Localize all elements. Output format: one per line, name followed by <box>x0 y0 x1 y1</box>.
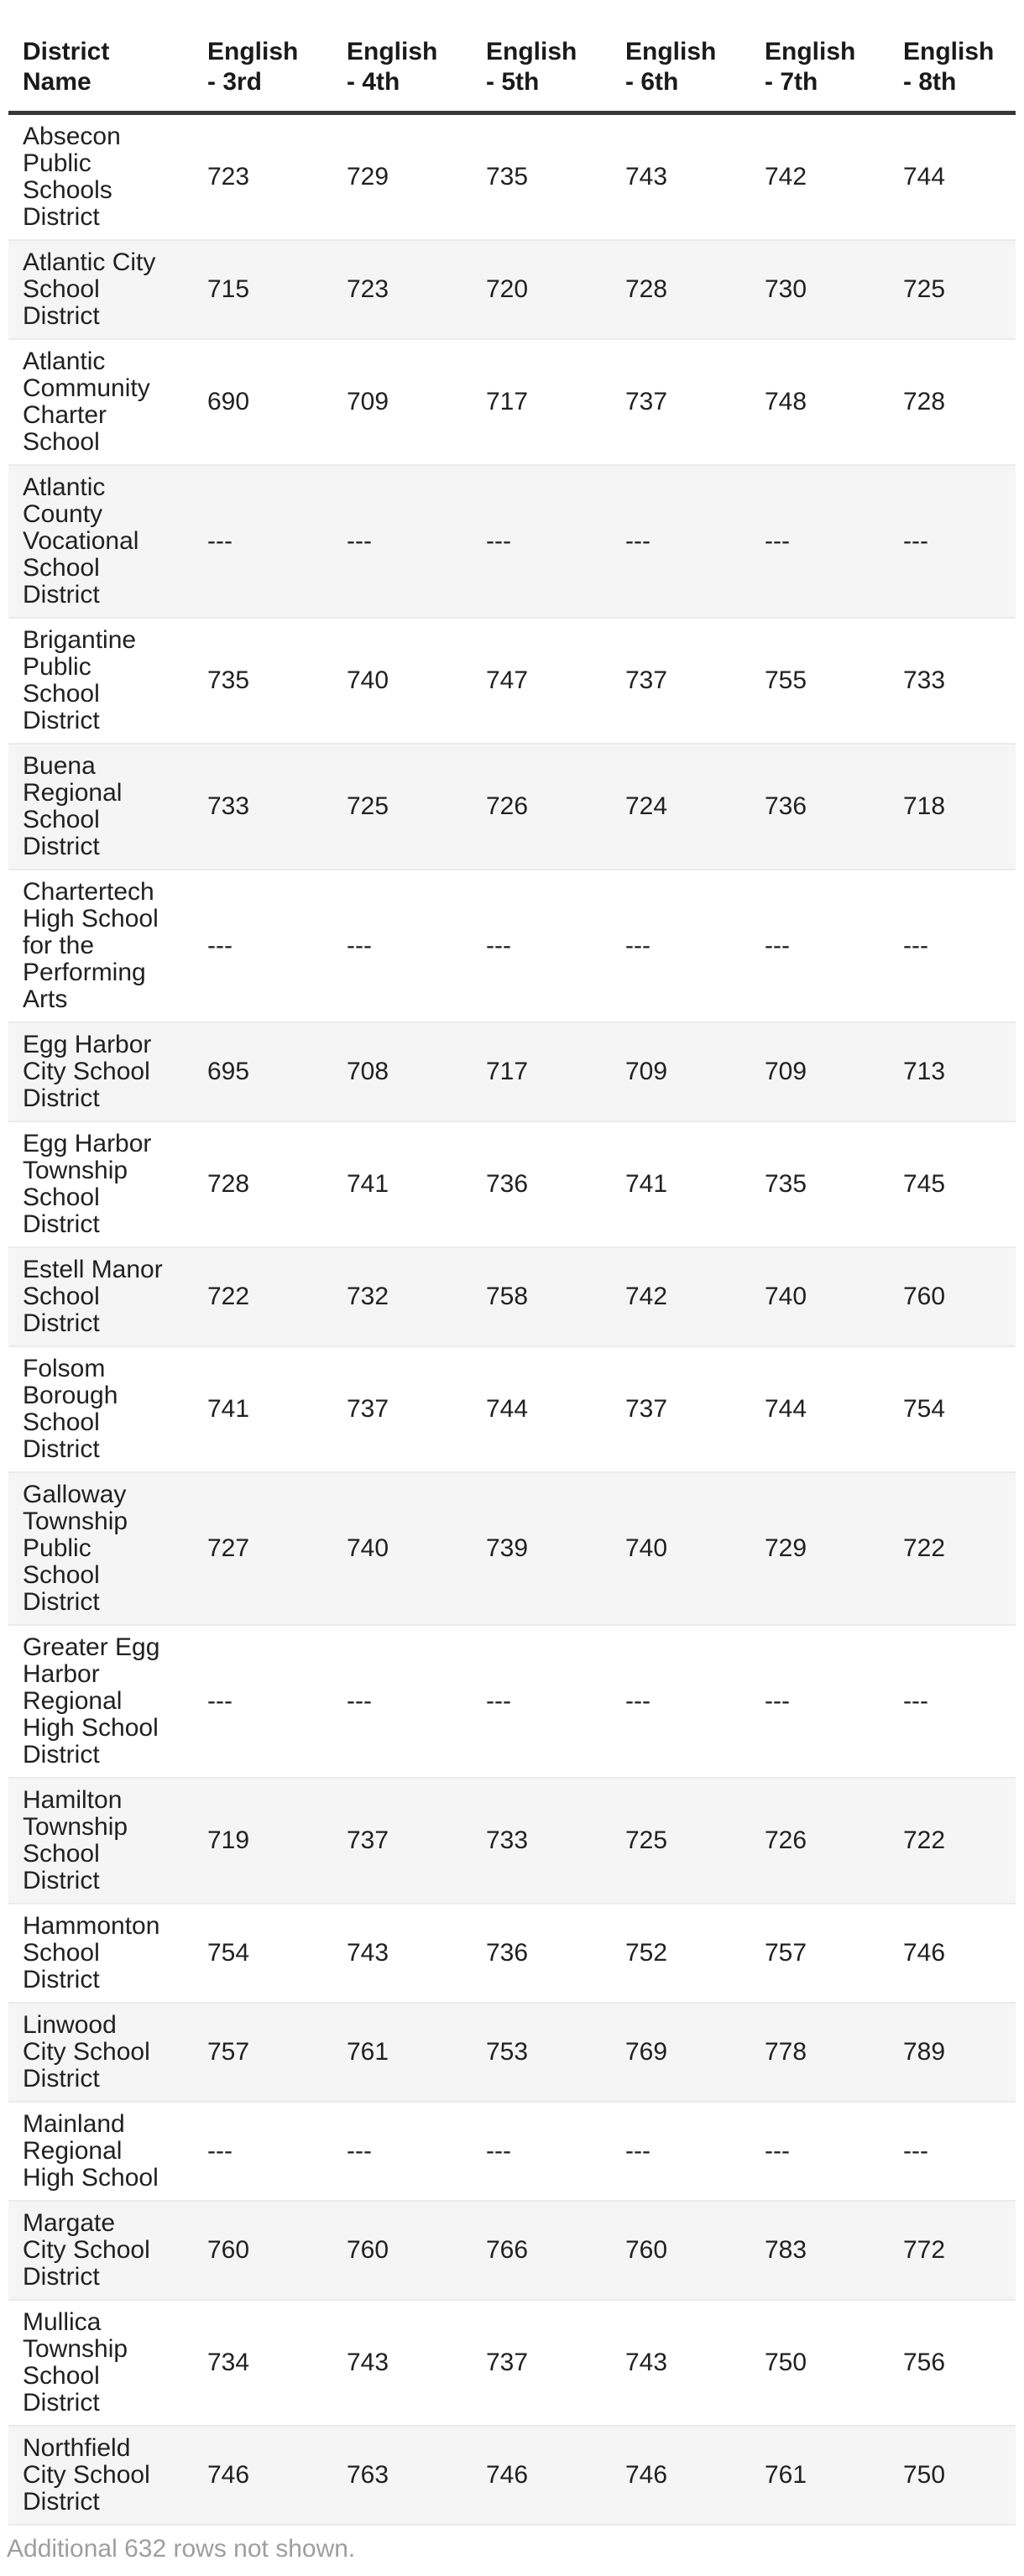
score-cell: 743 <box>625 2300 765 2426</box>
score-cell: 735 <box>765 1121 903 1247</box>
score-cell: 708 <box>347 1022 486 1121</box>
table-row <box>8 1022 1016 1121</box>
table-row <box>8 870 1016 1022</box>
score-cell: 740 <box>347 1472 486 1625</box>
score-cell: --- <box>903 2102 1016 2201</box>
score-cell: 737 <box>625 339 765 465</box>
district-name-cell: Atlantic Community Charter School <box>8 339 207 465</box>
score-cell: 737 <box>486 2300 625 2426</box>
district-name-cell: Egg Harbor City School District <box>8 1022 207 1121</box>
table-row <box>8 2426 1016 2525</box>
table-row <box>8 240 1016 339</box>
score-cell: 717 <box>486 1022 625 1121</box>
score-cell: 722 <box>207 1247 347 1346</box>
score-cell: 722 <box>903 1778 1016 1904</box>
column-header: English - 4th <box>347 0 486 113</box>
score-cell: --- <box>207 465 347 618</box>
table-row <box>8 1247 1016 1346</box>
table-header <box>8 0 1016 113</box>
score-cell: 736 <box>765 744 903 870</box>
score-cell: 717 <box>486 339 625 465</box>
score-cell: 729 <box>765 1472 903 1625</box>
table-row <box>8 618 1016 744</box>
score-cell: 778 <box>765 2003 903 2102</box>
score-cell: --- <box>347 870 486 1022</box>
score-cell: --- <box>207 2102 347 2201</box>
score-cell: 748 <box>765 339 903 465</box>
district-name-cell: Brigantine Public School District <box>8 618 207 744</box>
score-cell: 783 <box>765 2201 903 2300</box>
column-header: English - 8th <box>903 0 1016 113</box>
district-name-cell: Northfield City School District <box>8 2426 207 2525</box>
score-cell: 789 <box>903 2003 1016 2102</box>
score-cell: 723 <box>207 113 347 241</box>
table-row <box>8 1625 1016 1778</box>
score-cell: --- <box>486 1625 625 1778</box>
district-name-cell: Margate City School District <box>8 2201 207 2300</box>
table-row <box>8 2102 1016 2201</box>
score-cell: 737 <box>347 1346 486 1472</box>
score-cell: 741 <box>207 1346 347 1472</box>
column-header: English - 7th <box>765 0 903 113</box>
table-body <box>8 113 1016 2526</box>
score-cell: 757 <box>765 1904 903 2003</box>
score-cell: 761 <box>765 2426 903 2525</box>
district-name-cell: Absecon Public Schools District <box>8 113 207 241</box>
table-row <box>8 1121 1016 1247</box>
score-cell: 709 <box>625 1022 765 1121</box>
score-cell: 737 <box>625 1346 765 1472</box>
table-row <box>8 1778 1016 1904</box>
district-name-cell: Greater Egg Harbor Regional High School District <box>8 1625 207 1778</box>
score-cell: 735 <box>486 113 625 241</box>
score-cell: 740 <box>347 618 486 744</box>
score-cell: 753 <box>486 2003 625 2102</box>
table-row <box>8 744 1016 870</box>
score-cell: 729 <box>347 113 486 241</box>
score-cell: 743 <box>625 113 765 241</box>
table-row <box>8 339 1016 465</box>
score-cell: --- <box>903 465 1016 618</box>
score-cell: 739 <box>486 1472 625 1625</box>
score-cell: 763 <box>347 2426 486 2525</box>
score-cell: 746 <box>486 2426 625 2525</box>
score-cell: 709 <box>765 1022 903 1121</box>
district-name-cell: Chartertech High School for the Performing Arts <box>8 870 207 1022</box>
district-name-cell: Buena Regional School District <box>8 744 207 870</box>
score-cell: 754 <box>207 1904 347 2003</box>
column-header-district: District Name <box>8 0 207 113</box>
score-cell: 715 <box>207 240 347 339</box>
score-cell: 772 <box>903 2201 1016 2300</box>
score-cell: 750 <box>765 2300 903 2426</box>
score-cell: 722 <box>903 1472 1016 1625</box>
table-row <box>8 113 1016 241</box>
score-cell: 719 <box>207 1778 347 1904</box>
score-cell: 746 <box>625 2426 765 2525</box>
table-row <box>8 2300 1016 2426</box>
score-cell: 743 <box>347 2300 486 2426</box>
score-cell: 737 <box>625 618 765 744</box>
score-cell: --- <box>625 465 765 618</box>
table-row <box>8 465 1016 618</box>
score-cell: 756 <box>903 2300 1016 2426</box>
score-cell: 733 <box>207 744 347 870</box>
score-cell: --- <box>486 870 625 1022</box>
score-cell: 713 <box>903 1022 1016 1121</box>
score-cell: 746 <box>207 2426 347 2525</box>
score-cell: --- <box>486 465 625 618</box>
score-cell: 758 <box>486 1247 625 1346</box>
score-cell: 746 <box>903 1904 1016 2003</box>
column-header: English - 6th <box>625 0 765 113</box>
districts-table <box>8 0 1016 2526</box>
score-cell: 757 <box>207 2003 347 2102</box>
score-cell: 741 <box>347 1121 486 1247</box>
score-cell: 728 <box>625 240 765 339</box>
score-cell: 745 <box>903 1121 1016 1247</box>
score-cell: 735 <box>207 618 347 744</box>
score-cell: 760 <box>903 1247 1016 1346</box>
score-cell: 744 <box>765 1346 903 1472</box>
score-cell: 695 <box>207 1022 347 1121</box>
score-cell: --- <box>903 1625 1016 1778</box>
district-name-cell: Linwood City School District <box>8 2003 207 2102</box>
score-cell: 725 <box>903 240 1016 339</box>
score-cell: --- <box>625 870 765 1022</box>
district-name-cell: Atlantic City School District <box>8 240 207 339</box>
score-cell: 690 <box>207 339 347 465</box>
score-cell: 755 <box>765 618 903 744</box>
score-cell: 732 <box>347 1247 486 1346</box>
column-header: English - 3rd <box>207 0 347 113</box>
table-row <box>8 1472 1016 1625</box>
score-cell: --- <box>765 465 903 618</box>
score-cell: --- <box>207 1625 347 1778</box>
score-cell: 740 <box>765 1247 903 1346</box>
rows-not-shown-note: Additional 632 rows not shown. <box>7 2535 356 2563</box>
score-cell: 742 <box>625 1247 765 1346</box>
score-cell: 727 <box>207 1472 347 1625</box>
score-cell: 733 <box>903 618 1016 744</box>
table-row <box>8 1904 1016 2003</box>
score-cell: 741 <box>625 1121 765 1247</box>
score-cell: --- <box>347 2102 486 2201</box>
header-row <box>8 0 1016 113</box>
score-cell: --- <box>625 1625 765 1778</box>
score-cell: 760 <box>347 2201 486 2300</box>
score-cell: 743 <box>347 1904 486 2003</box>
score-cell: 723 <box>347 240 486 339</box>
score-cell: 769 <box>625 2003 765 2102</box>
score-cell: --- <box>765 870 903 1022</box>
district-name-cell: Folsom Borough School District <box>8 1346 207 1472</box>
score-cell: 709 <box>347 339 486 465</box>
district-name-cell: Mullica Township School District <box>8 2300 207 2426</box>
score-cell: 724 <box>625 744 765 870</box>
score-cell: 744 <box>486 1346 625 1472</box>
score-cell: 750 <box>903 2426 1016 2525</box>
score-cell: 740 <box>625 1472 765 1625</box>
score-cell: 734 <box>207 2300 347 2426</box>
table-row <box>8 1346 1016 1472</box>
score-cell: 726 <box>486 744 625 870</box>
score-cell: 760 <box>207 2201 347 2300</box>
score-cell: 742 <box>765 113 903 241</box>
score-cell: 766 <box>486 2201 625 2300</box>
score-cell: 726 <box>765 1778 903 1904</box>
score-cell: 754 <box>903 1346 1016 1472</box>
district-name-cell: Galloway Township Public School District <box>8 1472 207 1625</box>
score-cell: --- <box>765 1625 903 1778</box>
score-cell: 733 <box>486 1778 625 1904</box>
score-cell: 744 <box>903 113 1016 241</box>
score-cell: 752 <box>625 1904 765 2003</box>
table-row <box>8 2201 1016 2300</box>
column-header: English - 5th <box>486 0 625 113</box>
district-name-cell: Egg Harbor Township School District <box>8 1121 207 1247</box>
score-cell: 730 <box>765 240 903 339</box>
score-cell: --- <box>347 1625 486 1778</box>
table-row <box>8 2003 1016 2102</box>
score-cell: 736 <box>486 1904 625 2003</box>
score-cell: --- <box>903 870 1016 1022</box>
district-name-cell: Atlantic County Vocational School District <box>8 465 207 618</box>
score-cell: 718 <box>903 744 1016 870</box>
district-name-cell: Estell Manor School District <box>8 1247 207 1346</box>
score-cell: 736 <box>486 1121 625 1247</box>
score-cell: 747 <box>486 618 625 744</box>
score-cell: --- <box>347 465 486 618</box>
district-name-cell: Hamilton Township School District <box>8 1778 207 1904</box>
score-cell: 728 <box>903 339 1016 465</box>
score-cell: 725 <box>625 1778 765 1904</box>
district-name-cell: Mainland Regional High School <box>8 2102 207 2201</box>
score-cell: 720 <box>486 240 625 339</box>
score-cell: --- <box>625 2102 765 2201</box>
score-cell: 725 <box>347 744 486 870</box>
score-cell: 761 <box>347 2003 486 2102</box>
score-cell: --- <box>207 870 347 1022</box>
score-cell: 760 <box>625 2201 765 2300</box>
score-cell: 728 <box>207 1121 347 1247</box>
score-cell: --- <box>765 2102 903 2201</box>
district-name-cell: Hammonton School District <box>8 1904 207 2003</box>
score-cell: --- <box>486 2102 625 2201</box>
score-cell: 737 <box>347 1778 486 1904</box>
